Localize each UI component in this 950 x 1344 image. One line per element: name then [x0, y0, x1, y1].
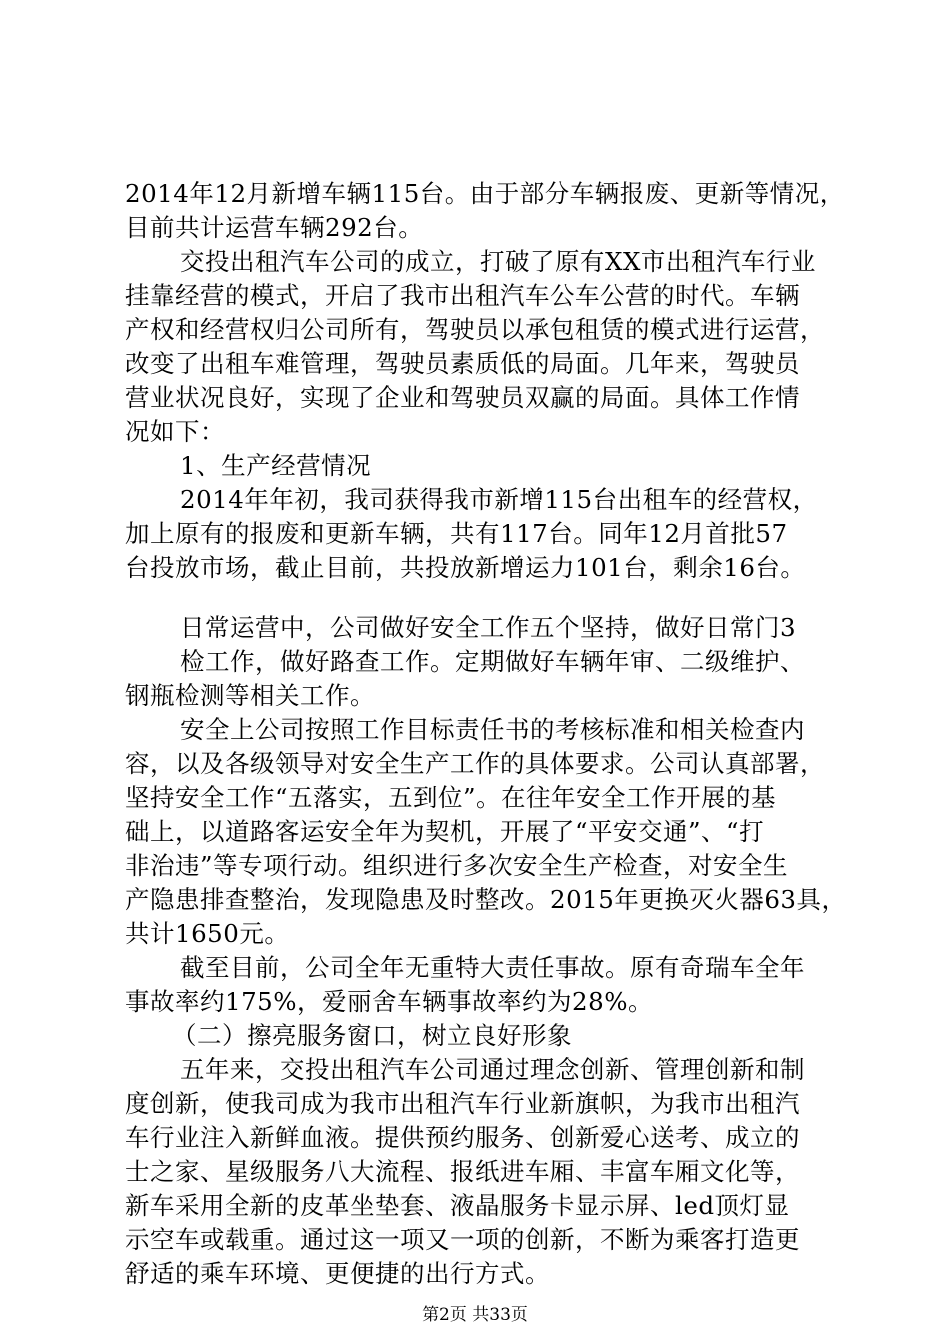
page-number-footer: 第2页 共33页 [422, 1305, 528, 1325]
body-line: 共计1650元。 [125, 919, 290, 948]
body-line: 士之家、星级服务八大流程、报纸进车厢、丰富车厢文化等， [125, 1157, 800, 1186]
section-heading: （二）擦亮服务窗口，树立良好形象 [172, 1021, 572, 1050]
body-line: 产权和经营权归公司所有，驾驶员以承包租赁的模式进行运营， [125, 315, 825, 344]
body-line: 况如下： [125, 417, 225, 446]
body-line: 改变了出租车难管理，驾驶员素质低的局面。几年来，驾驶员 [125, 349, 800, 378]
body-line: 营业状况良好，实现了企业和驾驶员双赢的局面。具体工作情 [125, 383, 800, 412]
body-line: 日常运营中，公司做好安全工作五个坚持，做好日常门3 [180, 613, 797, 642]
body-line: 础上，以道路客运安全年为契机，开展了“平安交通”、“打 [125, 817, 765, 846]
body-line: 安全上公司按照工作目标责任书的考核标准和相关检查内 [180, 715, 805, 744]
body-line: 挂靠经营的模式，开启了我市出租汽车公车公营的时代。车辆 [125, 281, 800, 310]
body-line: 产隐患排查整治，发现隐患及时整改。2015年更换灭火器63具， [125, 885, 847, 914]
body-line: 目前共计运营车辆292台。 [125, 213, 424, 242]
body-line: 2014年12月新增车辆115台。由于部分车辆报废、更新等情况， [125, 179, 845, 208]
body-line: 事故率约175%，爱丽舍车辆事故率约为28%。 [125, 987, 653, 1016]
body-line: 非治违”等专项行动。组织进行多次安全生产检查，对安全生 [125, 851, 789, 880]
body-line: 新车采用全新的皮革坐垫套、液晶服务卡显示屏、led顶灯显 [125, 1191, 790, 1220]
body-line: 交投出租汽车公司的成立，打破了原有XX市出租汽车行业 [180, 247, 816, 276]
body-line: 容，以及各级领导对安全生产工作的具体要求。公司认真部署， [125, 749, 825, 778]
body-line: 检工作，做好路查工作。定期做好车辆年审、二级维护、 [180, 647, 805, 676]
body-line: 五年来，交投出租汽车公司通过理念创新、管理创新和制 [180, 1055, 805, 1084]
body-line: 截至目前，公司全年无重特大责任事故。原有奇瑞车全年 [180, 953, 805, 982]
body-line: 钢瓶检测等相关工作。 [125, 681, 375, 710]
body-line: 示空车或载重。通过这一项又一项的创新，不断为乘客打造更 [125, 1225, 800, 1254]
body-line: 度创新，使我司成为我市出租汽车行业新旗帜，为我市出租汽 [125, 1089, 800, 1118]
body-line: 台投放市场，截止目前，共投放新增运力101台，剩余16台。 [125, 553, 806, 582]
body-line: 车行业注入新鲜血液。提供预约服务、创新爱心送考、成立的 [125, 1123, 800, 1152]
body-line: 加上原有的报废和更新车辆，共有117台。同年12月首批57 [125, 519, 788, 548]
body-line: 2014年年初，我司获得我市新增115台出租车的经营权， [180, 485, 818, 514]
section-heading: 1、生产经营情况 [180, 451, 372, 480]
body-line: 坚持安全工作“五落实，五到位”。在往年安全工作开展的基 [125, 783, 777, 812]
body-line: 舒适的乘车环境、更便捷的出行方式。 [125, 1259, 550, 1288]
